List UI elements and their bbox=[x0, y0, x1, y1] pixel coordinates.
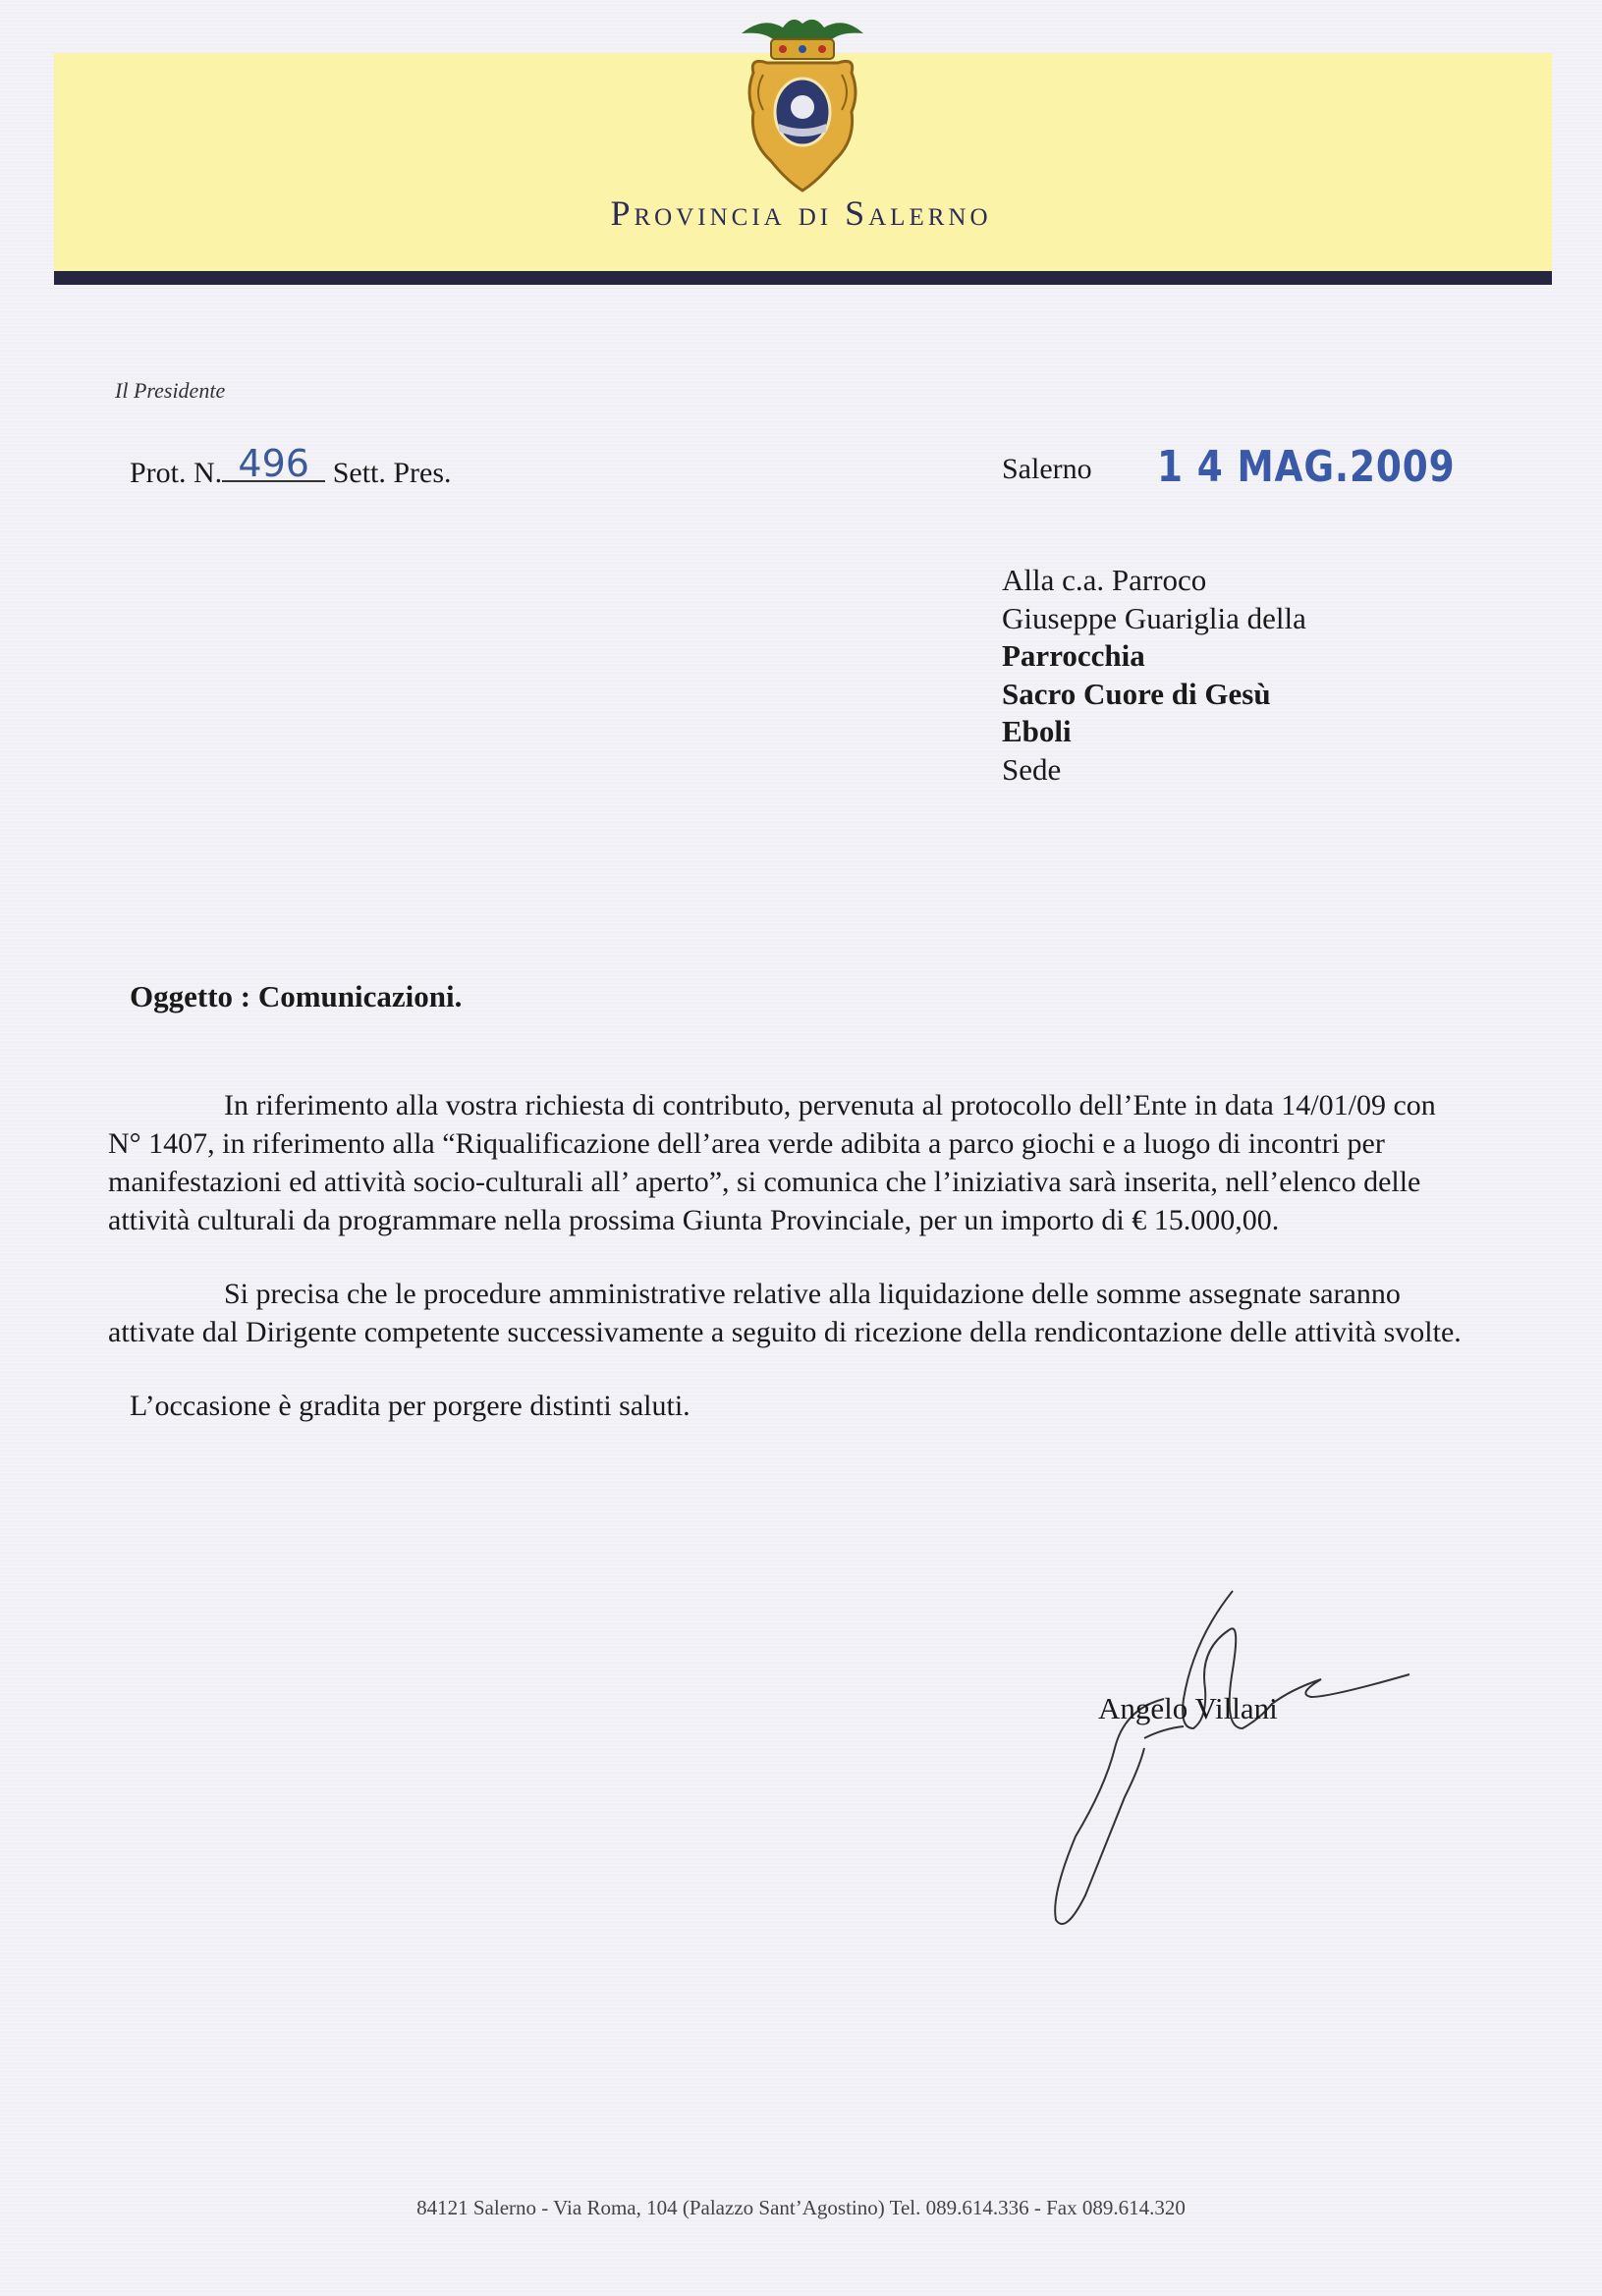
recipient-line: Alla c.a. Parroco bbox=[1002, 563, 1207, 597]
closing-line: L’occasione è gradita per porgere distinti saluti. bbox=[130, 1390, 691, 1422]
protocol-line bbox=[130, 442, 452, 490]
sender-role: Il Presidente bbox=[115, 378, 226, 403]
recipient-line: Eboli bbox=[1002, 714, 1072, 748]
protocol-number: 496 bbox=[222, 447, 325, 482]
recipient-line: Parrocchia bbox=[1002, 638, 1145, 673]
recipient-line: Giuseppe Guariglia della bbox=[1002, 600, 1306, 635]
recipient-line: Sacro Cuore di Gesù bbox=[1002, 676, 1271, 711]
letter-place: Salerno bbox=[1002, 453, 1092, 485]
recipient-block bbox=[1002, 562, 1306, 789]
organization-title: Provincia di Salerno bbox=[610, 193, 992, 233]
letterhead-rule bbox=[54, 271, 1552, 285]
recipient-line: Sede bbox=[1002, 751, 1062, 787]
protocol-suffix: Sett. Pres. bbox=[332, 457, 452, 489]
date-stamp: 1 4 MAG.2009 bbox=[1157, 442, 1456, 492]
protocol-prefix: Prot. N. bbox=[130, 457, 223, 489]
letter-subject: Oggetto : Comunicazioni. bbox=[130, 979, 463, 1013]
body-paragraph: In riferimento alla vostra richiesta di contributo, pervenuta al protocollo dell’Ente in data 14/01/09 con N° 1407, in riferimento alla “Riqualificazione dell’area verde adibita a parco giochi e a luogo di incontri per manifestazioni ed attività socio-culturali all’ aperto”, si comunica che l’iniziativa sarà inserita, nell’elenco delle attività culturali da programmare nella prossima Giunta Provinciale, per un importo di € 15.000,00. bbox=[108, 1089, 1436, 1236]
handwritten-signature bbox=[997, 1581, 1419, 1964]
letter-body bbox=[108, 1086, 1464, 1460]
letterhead-footer: 84121 Salerno - Via Roma, 104 (Palazzo Sant’Agostino) Tel. 089.614.336 - Fax 089.614.320 bbox=[416, 2196, 1186, 2219]
signer-name: Angelo Villani bbox=[1098, 1691, 1278, 1725]
province-crest-icon bbox=[724, 14, 881, 195]
body-paragraph: Si precisa che le procedure amministrative relative alla liquidazione delle somme assegnate saranno attivate dal Dirigente competente successivamente a seguito di ricezione della rendicontazione delle attività svolte. bbox=[108, 1278, 1462, 1348]
